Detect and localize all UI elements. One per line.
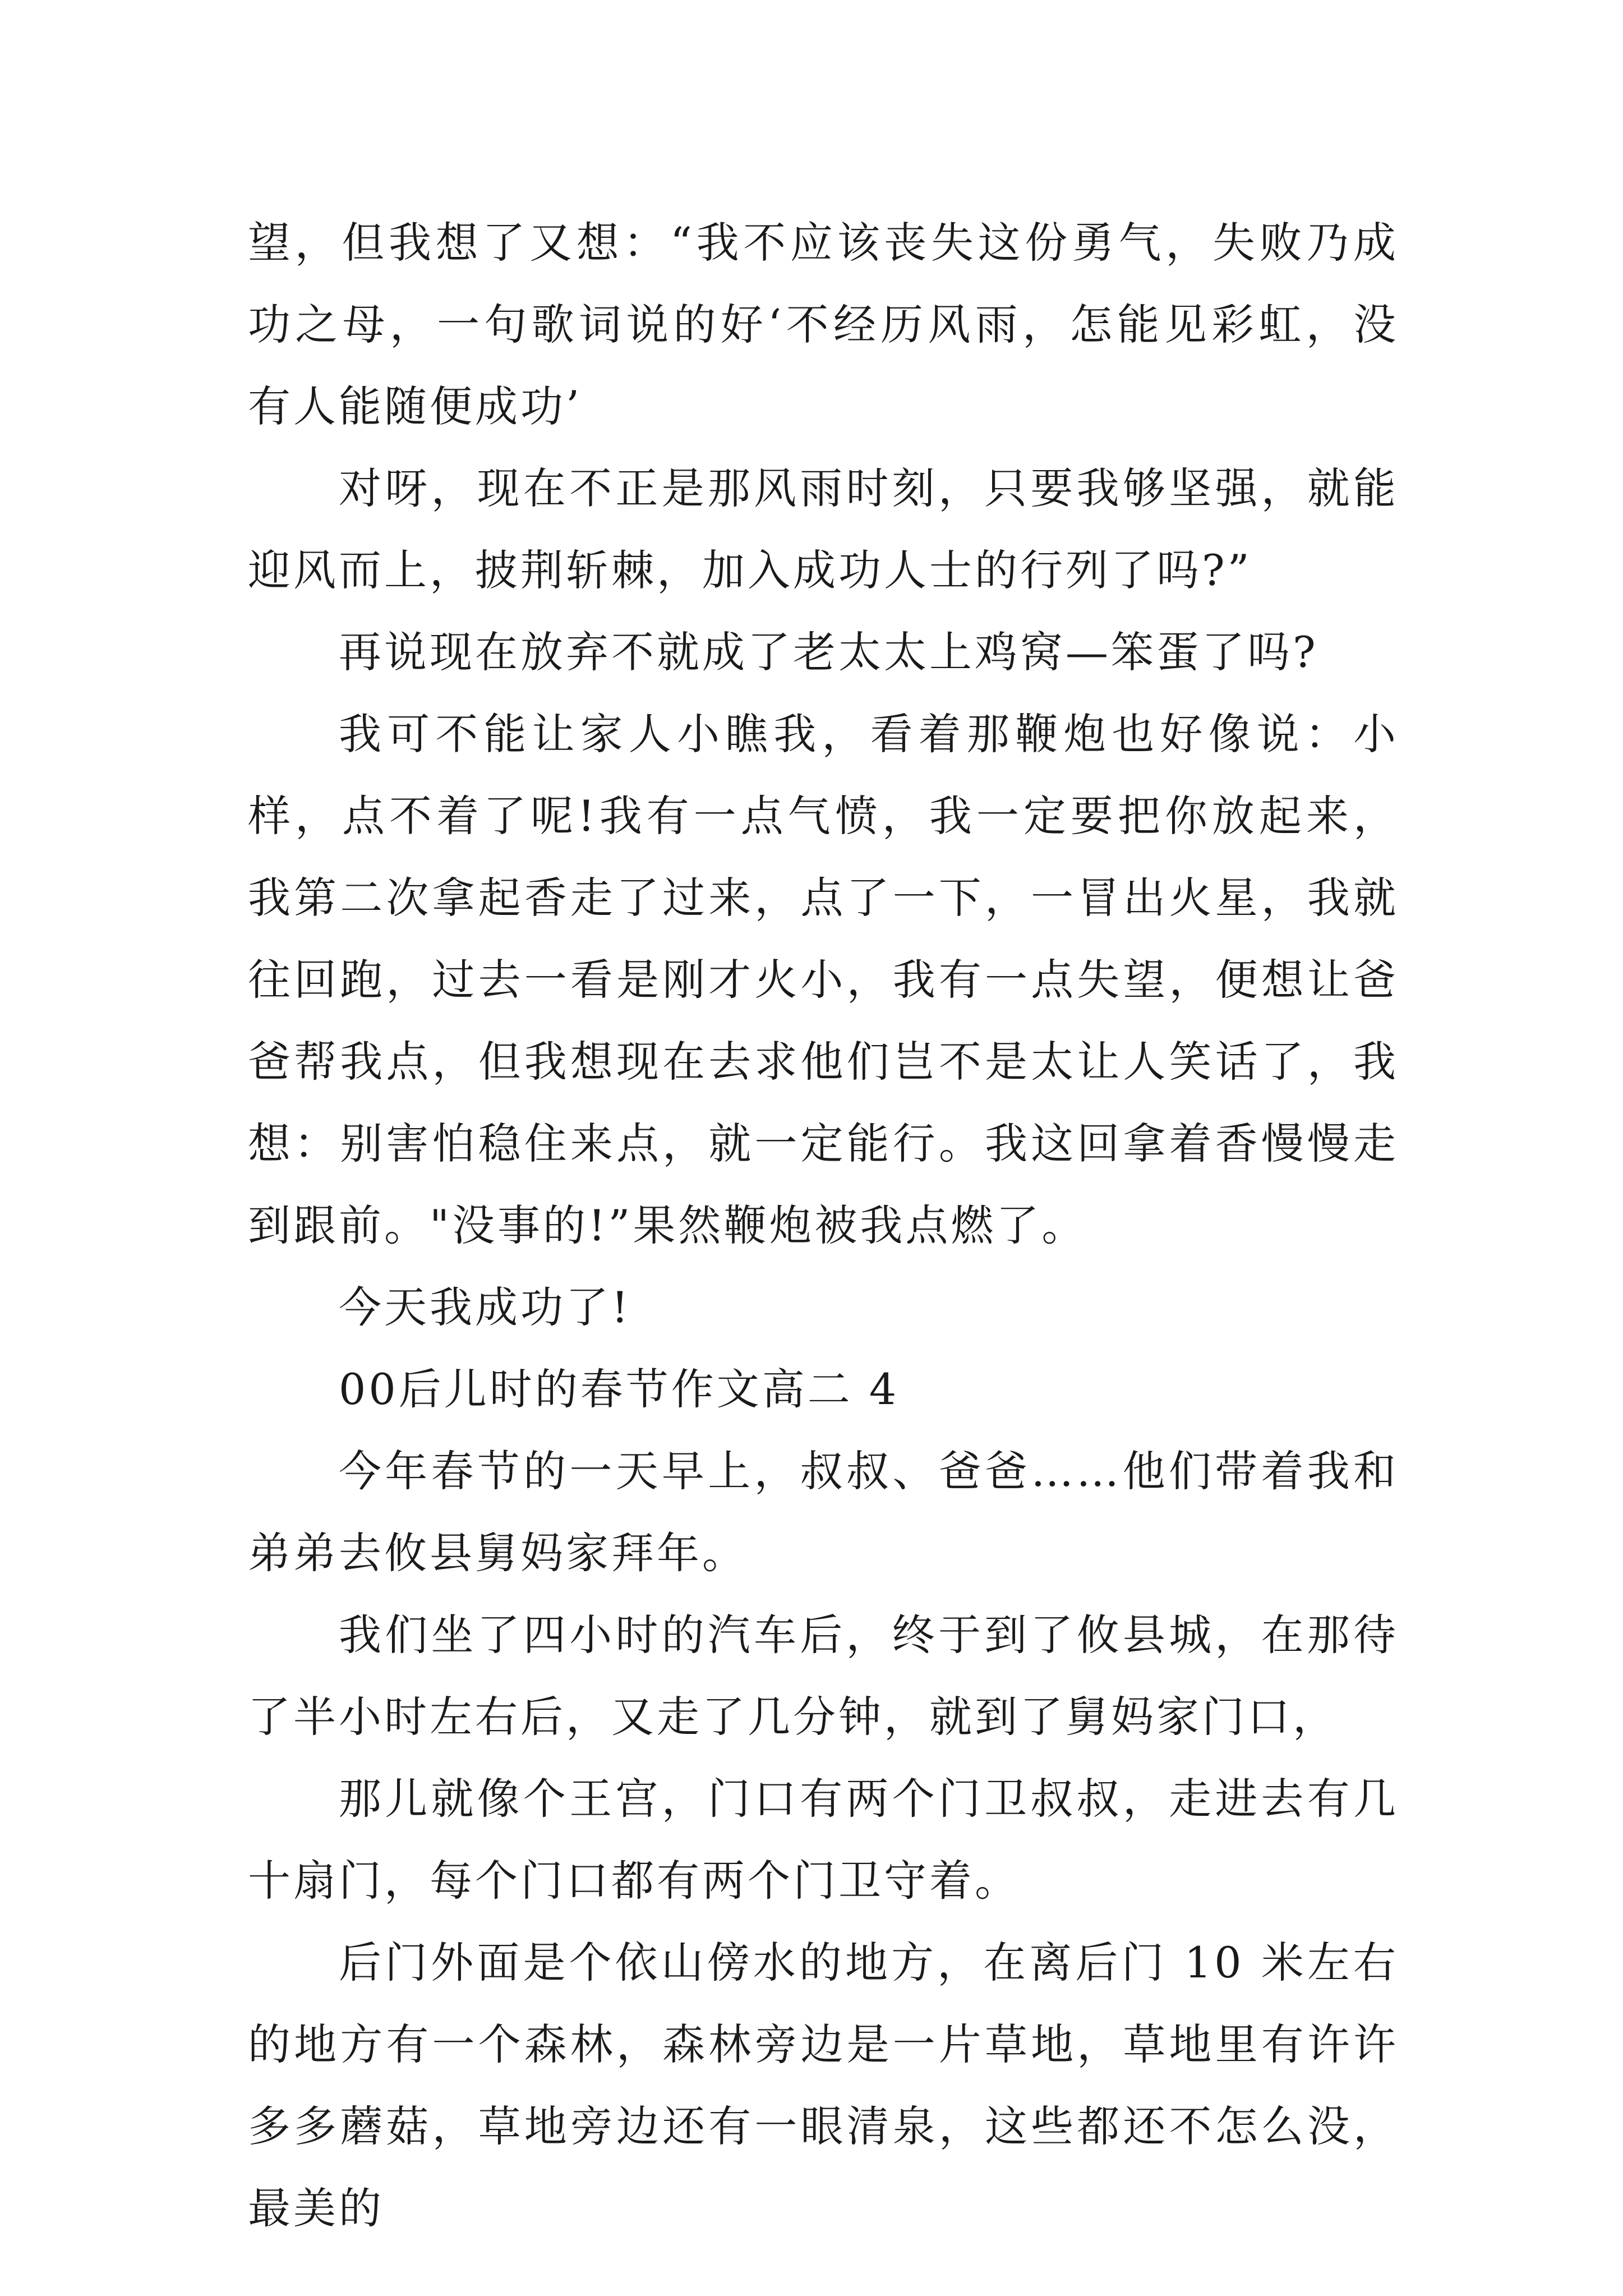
paragraph: 再说现在放弃不就成了老太太上鸡窝—笨蛋了吗? <box>339 627 1318 677</box>
paragraph: 今年春节的一天早上，叔叔、爸爸……他们带着我和弟弟去攸县舅妈家拜年。 <box>248 1446 1399 1578</box>
section-heading: 00后儿时的春节作文高二 4 <box>339 1364 900 1414</box>
document-body <box>248 202 1399 2249</box>
paragraph: 我们坐了四小时的汽车后，终于到了攸县城，在那待了半小时左右后，又走了几分钟，就到了舅妈家门口， <box>248 1610 1399 1742</box>
paragraph: 那儿就像个王宫，门口有两个门卫叔叔，走进去有几十扇门，每个门口都有两个门卫守着。 <box>248 1774 1399 1906</box>
paragraph: 我可不能让家人小瞧我，看着那鞭炮也好像说：小样，点不着了呢!我有一点气愤，我一定要把你放起来，我第二次拿起香走了过来，点了一下，一冒出火星，我就往回跑，过去一看是刚才火小，我有一点失望，便想让爸爸帮我点，但我想现在去求他们岂不是太让人笑话了，我想：别害怕稳住来点，就一定能行。我这回拿着香慢慢走到跟前。"没事的!”果然鞭炮被我点燃了。 <box>248 709 1399 1250</box>
paragraph: 对呀，现在不正是那风雨时刻，只要我够坚强，就能迎风而上，披荆斩棘，加入成功人士的行列了吗?” <box>248 463 1399 595</box>
paragraph-continued: 望，但我想了又想：“我不应该丧失这份勇气，失败乃成功之母，一句歌词说的好‘不经历风雨，怎能见彩虹，没有人能随便成功’ <box>248 218 1399 431</box>
paragraph: 今天我成功了! <box>339 1282 631 1332</box>
paragraph: 后门外面是个依山傍水的地方，在离后门 10 米左右的地方有一个森林，森林旁边是一片草地，草地里有许许多多蘑菇，草地旁边还有一眼清泉，这些都还不怎么没，最美的 <box>248 1938 1399 2233</box>
